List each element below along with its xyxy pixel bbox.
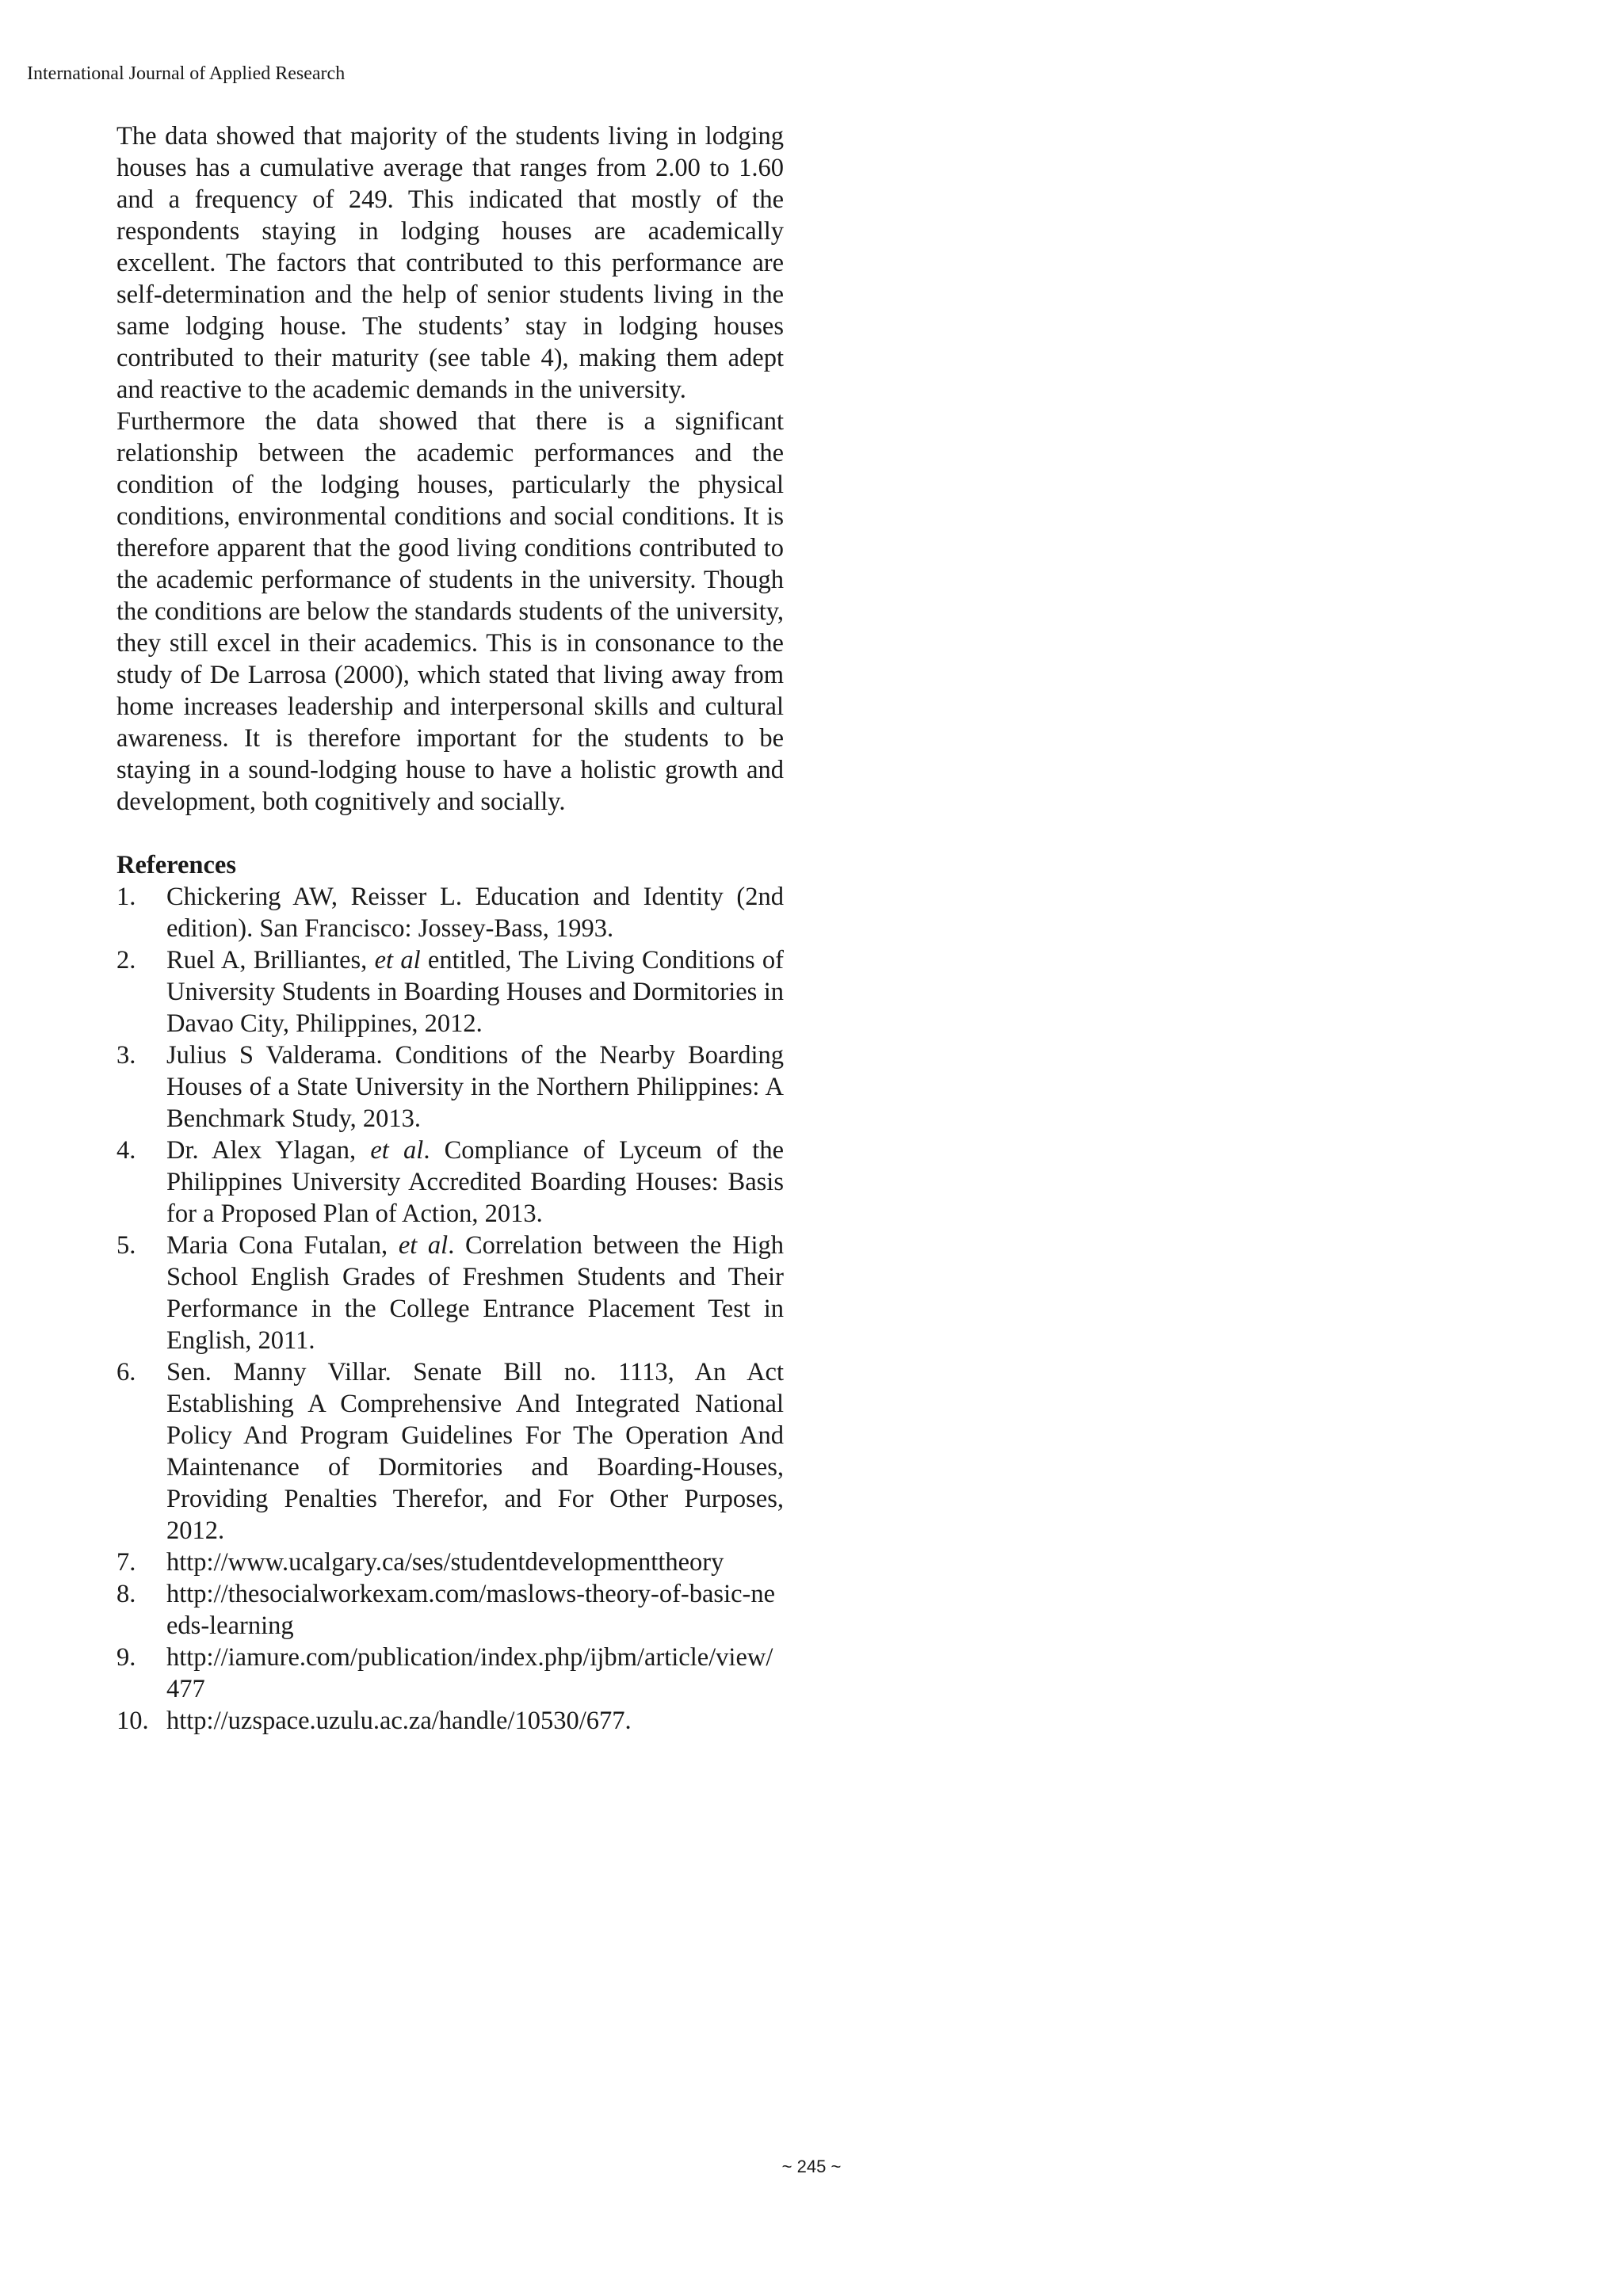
main-column xyxy=(116,120,784,1737)
reference-item xyxy=(116,1642,784,1705)
reference-segment: Sen. Manny Villar. Senate Bill no. 1113, An Act Establishing A Comprehensive And Integrated National Policy And Program Guidelines For The Operation And Maintenance of Dormitories and Boarding-Houses, Providing Penalties Therefor, and For Other Purposes, 2012. xyxy=(166,1358,784,1545)
reference-segment[interactable]: http://thesocialworkexam.com/maslows-theory-of-basic-needs-learning xyxy=(166,1580,776,1640)
body-paragraph: The data showed that majority of the students living in lodging houses has a cumulative average that ranges from 2.00 to 1.60 and a frequency of 249. This indicated that mostly of the respondents staying in lodging houses are academically excellent. The factors that contributed to this performance are self-determination and the help of senior students living in the same lodging house. The students’ stay in lodging houses contributed to their maturity (see table 4), making them adept and reactive to the academic demands in the university. xyxy=(116,122,784,404)
reference-text xyxy=(166,1356,784,1547)
page-number: ~ 245 ~ xyxy=(781,2157,842,2176)
reference-number: 4. xyxy=(116,1136,136,1165)
reference-et-al: et al xyxy=(374,946,421,974)
reference-item xyxy=(116,881,784,944)
reference-item xyxy=(116,1039,784,1135)
reference-segment: Dr. Alex Ylagan, xyxy=(166,1136,371,1165)
reference-text xyxy=(166,881,784,944)
reference-text[interactable] xyxy=(166,1705,784,1737)
reference-number: 9. xyxy=(116,1643,136,1672)
reference-number: 3. xyxy=(116,1041,136,1070)
reference-number: 8. xyxy=(116,1580,136,1608)
reference-segment: . Compliance of Lyceum of the Philippines University Accredited Boarding Houses: Basis for a Proposed Plan of Action, 2013. xyxy=(166,1136,784,1228)
reference-et-al: et al xyxy=(398,1231,449,1260)
reference-text xyxy=(166,944,784,1039)
reference-segment: Chickering AW, Reisser L. Education and Identity (2nd edition). San Francisco: Jossey-Bass, 1993. xyxy=(166,883,784,943)
reference-item xyxy=(116,1356,784,1547)
reference-item xyxy=(116,1578,784,1642)
reference-segment: Maria Cona Futalan, xyxy=(166,1231,399,1260)
reference-segment: Ruel A, Brilliantes, xyxy=(166,946,375,974)
journal-title: International Journal of Applied Research xyxy=(27,63,346,84)
reference-segment[interactable]: http://uzspace.uzulu.ac.za/handle/10530/677. xyxy=(166,1707,632,1735)
reference-item xyxy=(116,1705,784,1737)
reference-item xyxy=(116,944,784,1039)
body-paragraph: Furthermore the data showed that there is a significant relationship between the academic performances and the condition of the lodging houses, particularly the physical conditions, environmental conditions and social conditions. It is therefore apparent that the good living conditions contributed to the academic performance of students in the university. Though the conditions are below the standards students of the university, they still excel in their academics. This is in consonance to the study of De Larrosa (2000), which stated that living away from home increases leadership and interpersonal skills and cultural awareness. It is therefore important for the students to be staying in a sound-lodging house to have a holistic growth and development, both cognitively and socially. xyxy=(116,407,784,816)
reference-segment: . Correlation between the High School English Grades of Freshmen Students and Their Performance in the College Entrance Placement Test in English, 2011. xyxy=(166,1231,784,1355)
reference-item xyxy=(116,1135,784,1230)
reference-item xyxy=(116,1230,784,1356)
reference-segment: entitled, The Living Conditions of University Students in Boarding Houses and Dormitories in Davao City, Philippines, 2012. xyxy=(166,946,784,1038)
reference-list xyxy=(116,881,784,1737)
reference-text xyxy=(166,1230,784,1356)
references-heading: References xyxy=(116,851,236,879)
reference-segment[interactable]: http://www.ucalgary.ca/ses/studentdevelopmenttheory xyxy=(166,1548,724,1577)
reference-text[interactable] xyxy=(166,1578,784,1642)
reference-number: 10. xyxy=(116,1707,149,1735)
reference-number: 7. xyxy=(116,1548,136,1577)
reference-item xyxy=(116,1547,784,1578)
reference-number: 6. xyxy=(116,1358,136,1386)
reference-segment: Julius S Valderama. Conditions of the Nearby Boarding Houses of a State University in the Northern Philippines: A Benchmark Study, 2013. xyxy=(166,1041,784,1133)
reference-number: 5. xyxy=(116,1231,136,1260)
reference-text xyxy=(166,1039,784,1135)
reference-number: 2. xyxy=(116,946,136,974)
reference-text xyxy=(166,1135,784,1230)
reference-et-al: et al xyxy=(370,1136,424,1165)
reference-segment[interactable]: http://iamure.com/publication/index.php/ijbm/article/view/477 xyxy=(166,1643,773,1703)
reference-text[interactable] xyxy=(166,1642,784,1705)
reference-text[interactable] xyxy=(166,1547,784,1578)
reference-number: 1. xyxy=(116,883,136,911)
